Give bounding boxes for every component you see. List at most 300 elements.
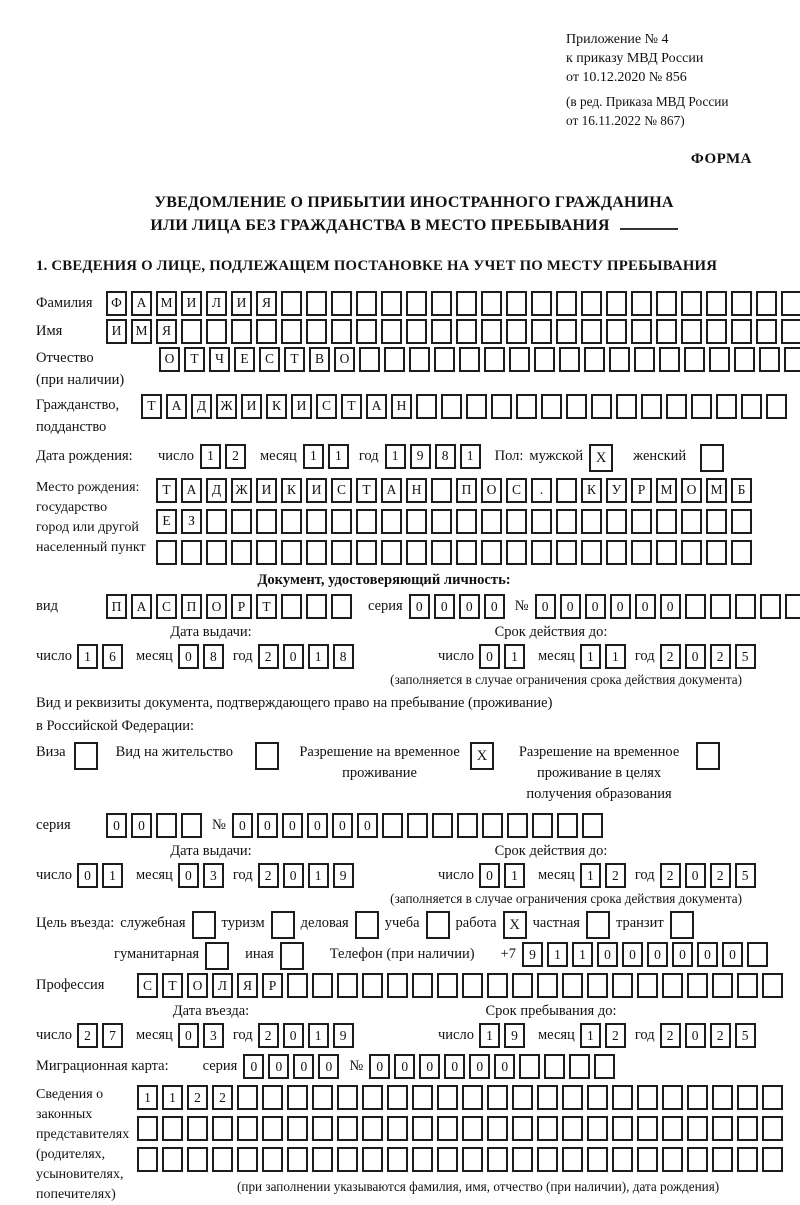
form-cell[interactable]: 0 [635, 594, 656, 619]
form-cell[interactable]: 9 [522, 942, 543, 967]
form-cell[interactable] [557, 813, 578, 838]
form-cell[interactable] [756, 319, 777, 344]
form-cell[interactable] [616, 394, 637, 419]
form-cell[interactable]: А [131, 594, 152, 619]
form-cell[interactable]: 2 [605, 1023, 626, 1048]
form-cell[interactable] [506, 509, 527, 534]
form-cell[interactable] [706, 509, 727, 534]
form-cell[interactable] [456, 291, 477, 316]
form-cell[interactable] [581, 319, 602, 344]
form-cell[interactable]: 0 [178, 1023, 199, 1048]
purpose-other-checkbox[interactable] [280, 942, 304, 970]
form-cell[interactable]: Р [631, 478, 652, 503]
option-temp-residence-checkbox[interactable]: X [470, 742, 494, 770]
form-cell[interactable] [531, 509, 552, 534]
form-cell[interactable]: 0 [672, 942, 693, 967]
form-cell[interactable]: 1 [77, 644, 98, 669]
form-cell[interactable]: М [656, 478, 677, 503]
form-cell[interactable] [331, 291, 352, 316]
form-cell[interactable] [306, 291, 327, 316]
form-cell[interactable] [606, 291, 627, 316]
sex-female-checkbox[interactable] [700, 444, 724, 472]
form-cell[interactable]: И [291, 394, 312, 419]
form-cell[interactable] [459, 347, 480, 372]
form-cell[interactable] [612, 1116, 633, 1141]
form-cell[interactable] [594, 1054, 615, 1079]
form-cell[interactable] [512, 1085, 533, 1110]
form-cell[interactable] [337, 1085, 358, 1110]
form-cell[interactable] [712, 973, 733, 998]
form-cell[interactable]: 0 [394, 1054, 415, 1079]
form-cell[interactable] [181, 813, 202, 838]
form-cell[interactable]: Р [262, 973, 283, 998]
form-cell[interactable] [281, 509, 302, 534]
form-cell[interactable] [156, 540, 177, 565]
form-cell[interactable]: 0 [444, 1054, 465, 1079]
form-cell[interactable] [537, 973, 558, 998]
form-cell[interactable] [287, 973, 308, 998]
form-cell[interactable] [337, 1147, 358, 1172]
form-cell[interactable]: А [181, 478, 202, 503]
form-cell[interactable]: А [381, 478, 402, 503]
form-cell[interactable] [637, 1147, 658, 1172]
form-cell[interactable]: 1 [504, 644, 525, 669]
form-cell[interactable]: 0 [685, 863, 706, 888]
form-cell[interactable] [582, 813, 603, 838]
form-cell[interactable] [362, 973, 383, 998]
form-cell[interactable] [362, 1116, 383, 1141]
form-cell[interactable]: Л [206, 291, 227, 316]
form-cell[interactable] [187, 1116, 208, 1141]
form-cell[interactable] [656, 509, 677, 534]
form-cell[interactable]: К [581, 478, 602, 503]
form-cell[interactable] [481, 509, 502, 534]
form-cell[interactable]: 2 [660, 644, 681, 669]
form-cell[interactable] [512, 973, 533, 998]
form-cell[interactable]: 1 [308, 1023, 329, 1048]
form-cell[interactable] [637, 973, 658, 998]
form-cell[interactable] [487, 1116, 508, 1141]
form-cell[interactable]: Т [256, 594, 277, 619]
form-cell[interactable] [606, 509, 627, 534]
purpose-business-checkbox[interactable] [355, 911, 379, 939]
form-cell[interactable] [412, 1147, 433, 1172]
form-cell[interactable] [712, 1116, 733, 1141]
form-cell[interactable] [306, 540, 327, 565]
form-cell[interactable]: 1 [308, 644, 329, 669]
form-cell[interactable] [731, 291, 752, 316]
form-cell[interactable]: 0 [332, 813, 353, 838]
form-cell[interactable] [562, 1147, 583, 1172]
form-cell[interactable]: Б [731, 478, 752, 503]
form-cell[interactable]: 5 [735, 644, 756, 669]
form-cell[interactable]: И [106, 319, 127, 344]
form-cell[interactable] [781, 319, 800, 344]
form-cell[interactable] [362, 1085, 383, 1110]
form-cell[interactable] [581, 540, 602, 565]
form-cell[interactable]: 2 [258, 1023, 279, 1048]
form-cell[interactable] [556, 540, 577, 565]
form-cell[interactable]: К [281, 478, 302, 503]
form-cell[interactable] [456, 540, 477, 565]
form-cell[interactable]: И [256, 478, 277, 503]
form-cell[interactable] [456, 509, 477, 534]
form-cell[interactable]: 0 [257, 813, 278, 838]
form-cell[interactable] [731, 509, 752, 534]
form-cell[interactable]: 2 [212, 1085, 233, 1110]
form-cell[interactable] [356, 319, 377, 344]
form-cell[interactable]: 1 [504, 863, 525, 888]
form-cell[interactable] [662, 973, 683, 998]
form-cell[interactable]: С [331, 478, 352, 503]
form-cell[interactable] [181, 319, 202, 344]
form-cell[interactable]: 1 [479, 1023, 500, 1048]
form-cell[interactable]: 5 [735, 1023, 756, 1048]
form-cell[interactable] [681, 291, 702, 316]
form-cell[interactable] [412, 1085, 433, 1110]
form-cell[interactable] [431, 291, 452, 316]
form-cell[interactable] [681, 509, 702, 534]
form-cell[interactable]: 0 [597, 942, 618, 967]
form-cell[interactable] [537, 1085, 558, 1110]
form-cell[interactable] [737, 1147, 758, 1172]
form-cell[interactable]: 1 [580, 863, 601, 888]
form-cell[interactable] [537, 1116, 558, 1141]
form-cell[interactable]: Ж [216, 394, 237, 419]
form-cell[interactable] [287, 1085, 308, 1110]
form-cell[interactable]: И [306, 478, 327, 503]
form-cell[interactable] [156, 813, 177, 838]
form-cell[interactable]: 0 [469, 1054, 490, 1079]
form-cell[interactable] [562, 1116, 583, 1141]
form-cell[interactable] [487, 1147, 508, 1172]
form-cell[interactable] [562, 973, 583, 998]
form-cell[interactable]: 1 [580, 1023, 601, 1048]
form-cell[interactable]: М [706, 478, 727, 503]
form-cell[interactable]: 1 [308, 863, 329, 888]
form-cell[interactable] [262, 1085, 283, 1110]
form-cell[interactable]: М [156, 291, 177, 316]
form-cell[interactable] [262, 1116, 283, 1141]
form-cell[interactable]: 0 [178, 863, 199, 888]
form-cell[interactable] [437, 1147, 458, 1172]
form-cell[interactable]: П [456, 478, 477, 503]
purpose-private-checkbox[interactable] [586, 911, 610, 939]
form-cell[interactable] [212, 1147, 233, 1172]
form-cell[interactable] [656, 319, 677, 344]
form-cell[interactable] [587, 1085, 608, 1110]
form-cell[interactable] [387, 973, 408, 998]
form-cell[interactable] [747, 942, 768, 967]
form-cell[interactable] [491, 394, 512, 419]
form-cell[interactable] [437, 1085, 458, 1110]
form-cell[interactable] [137, 1116, 158, 1141]
form-cell[interactable] [456, 319, 477, 344]
sex-male-checkbox[interactable]: X [589, 444, 613, 472]
form-cell[interactable]: 0 [697, 942, 718, 967]
form-cell[interactable]: Е [156, 509, 177, 534]
form-cell[interactable]: А [166, 394, 187, 419]
form-cell[interactable] [606, 319, 627, 344]
form-cell[interactable] [584, 347, 605, 372]
form-cell[interactable] [662, 1085, 683, 1110]
form-cell[interactable] [281, 594, 302, 619]
form-cell[interactable] [666, 394, 687, 419]
form-cell[interactable] [737, 973, 758, 998]
form-cell[interactable] [331, 594, 352, 619]
form-cell[interactable] [631, 540, 652, 565]
form-cell[interactable] [687, 1147, 708, 1172]
form-cell[interactable]: И [181, 291, 202, 316]
form-cell[interactable]: О [334, 347, 355, 372]
form-cell[interactable] [506, 319, 527, 344]
form-cell[interactable]: Р [231, 594, 252, 619]
form-cell[interactable]: 0 [232, 813, 253, 838]
purpose-humanitarian-checkbox[interactable] [205, 942, 229, 970]
form-cell[interactable]: 0 [660, 594, 681, 619]
form-cell[interactable]: 9 [504, 1023, 525, 1048]
form-cell[interactable] [556, 291, 577, 316]
form-cell[interactable] [487, 973, 508, 998]
form-cell[interactable] [381, 291, 402, 316]
form-cell[interactable] [706, 291, 727, 316]
form-cell[interactable]: 3 [203, 1023, 224, 1048]
form-cell[interactable]: У [606, 478, 627, 503]
form-cell[interactable]: 0 [282, 813, 303, 838]
form-cell[interactable]: 0 [409, 594, 430, 619]
form-cell[interactable] [712, 1147, 733, 1172]
form-cell[interactable] [337, 1116, 358, 1141]
form-cell[interactable]: 2 [77, 1023, 98, 1048]
form-cell[interactable] [406, 509, 427, 534]
form-cell[interactable]: 0 [685, 1023, 706, 1048]
option-visa-checkbox[interactable] [74, 742, 98, 770]
purpose-transit-checkbox[interactable] [670, 911, 694, 939]
form-cell[interactable]: А [131, 291, 152, 316]
form-cell[interactable] [556, 478, 577, 503]
form-cell[interactable]: 5 [735, 863, 756, 888]
form-cell[interactable]: 1 [303, 444, 324, 469]
form-cell[interactable]: 0 [685, 644, 706, 669]
form-cell[interactable]: 1 [137, 1085, 158, 1110]
form-cell[interactable] [684, 347, 705, 372]
form-cell[interactable] [681, 319, 702, 344]
form-cell[interactable] [484, 347, 505, 372]
form-cell[interactable] [457, 813, 478, 838]
form-cell[interactable] [281, 540, 302, 565]
form-cell[interactable] [237, 1147, 258, 1172]
form-cell[interactable] [381, 319, 402, 344]
form-cell[interactable]: Я [156, 319, 177, 344]
form-cell[interactable]: 0 [369, 1054, 390, 1079]
form-cell[interactable]: С [316, 394, 337, 419]
form-cell[interactable] [662, 1116, 683, 1141]
form-cell[interactable]: 1 [460, 444, 481, 469]
form-cell[interactable] [687, 1116, 708, 1141]
form-cell[interactable] [206, 319, 227, 344]
form-cell[interactable]: 0 [243, 1054, 264, 1079]
form-cell[interactable]: 0 [268, 1054, 289, 1079]
form-cell[interactable] [531, 319, 552, 344]
form-cell[interactable]: П [106, 594, 127, 619]
form-cell[interactable] [384, 347, 405, 372]
form-cell[interactable] [312, 973, 333, 998]
form-cell[interactable] [356, 291, 377, 316]
form-cell[interactable]: 2 [258, 644, 279, 669]
form-cell[interactable]: 8 [435, 444, 456, 469]
form-cell[interactable] [434, 347, 455, 372]
form-cell[interactable]: 0 [647, 942, 668, 967]
form-cell[interactable] [512, 1147, 533, 1172]
form-cell[interactable]: Т [184, 347, 205, 372]
form-cell[interactable] [462, 973, 483, 998]
form-cell[interactable] [785, 594, 800, 619]
form-cell[interactable] [519, 1054, 540, 1079]
form-cell[interactable] [687, 1085, 708, 1110]
form-cell[interactable] [587, 1116, 608, 1141]
form-cell[interactable] [306, 509, 327, 534]
form-cell[interactable] [760, 594, 781, 619]
form-cell[interactable]: 1 [385, 444, 406, 469]
form-cell[interactable] [612, 1085, 633, 1110]
form-cell[interactable] [306, 319, 327, 344]
form-cell[interactable]: П [181, 594, 202, 619]
form-cell[interactable] [331, 319, 352, 344]
form-cell[interactable] [734, 347, 755, 372]
form-cell[interactable] [637, 1085, 658, 1110]
form-cell[interactable] [262, 1147, 283, 1172]
form-cell[interactable] [437, 973, 458, 998]
form-cell[interactable] [212, 1116, 233, 1141]
form-cell[interactable] [631, 319, 652, 344]
form-cell[interactable] [641, 394, 662, 419]
form-cell[interactable] [162, 1147, 183, 1172]
form-cell[interactable] [762, 1116, 783, 1141]
form-cell[interactable] [381, 540, 402, 565]
option-residence-permit-checkbox[interactable] [255, 742, 279, 770]
form-cell[interactable] [544, 1054, 565, 1079]
form-cell[interactable] [462, 1085, 483, 1110]
form-cell[interactable]: 1 [547, 942, 568, 967]
form-cell[interactable]: 0 [283, 1023, 304, 1048]
form-cell[interactable] [256, 540, 277, 565]
form-cell[interactable] [706, 319, 727, 344]
form-cell[interactable] [437, 1116, 458, 1141]
form-cell[interactable] [137, 1147, 158, 1172]
form-cell[interactable] [637, 1116, 658, 1141]
form-cell[interactable] [231, 509, 252, 534]
form-cell[interactable] [784, 347, 800, 372]
form-cell[interactable] [566, 394, 587, 419]
form-cell[interactable] [407, 813, 428, 838]
form-cell[interactable] [387, 1147, 408, 1172]
form-cell[interactable]: 1 [200, 444, 221, 469]
form-cell[interactable] [406, 291, 427, 316]
form-cell[interactable]: Т [356, 478, 377, 503]
form-cell[interactable] [587, 973, 608, 998]
form-cell[interactable]: О [159, 347, 180, 372]
form-cell[interactable] [406, 319, 427, 344]
form-cell[interactable]: Л [212, 973, 233, 998]
form-cell[interactable] [312, 1085, 333, 1110]
form-cell[interactable]: 1 [580, 644, 601, 669]
form-cell[interactable] [412, 973, 433, 998]
form-cell[interactable]: Т [284, 347, 305, 372]
purpose-official-checkbox[interactable] [192, 911, 216, 939]
form-cell[interactable] [531, 291, 552, 316]
form-cell[interactable]: Т [341, 394, 362, 419]
purpose-tourism-checkbox[interactable] [271, 911, 295, 939]
form-cell[interactable]: И [231, 291, 252, 316]
form-cell[interactable]: 1 [102, 863, 123, 888]
form-cell[interactable] [537, 1147, 558, 1172]
form-cell[interactable]: 1 [572, 942, 593, 967]
form-cell[interactable] [206, 540, 227, 565]
form-cell[interactable] [781, 291, 800, 316]
form-cell[interactable]: Т [141, 394, 162, 419]
form-cell[interactable] [431, 478, 452, 503]
form-cell[interactable]: С [156, 594, 177, 619]
form-cell[interactable] [287, 1116, 308, 1141]
form-cell[interactable] [710, 594, 731, 619]
form-cell[interactable] [181, 540, 202, 565]
purpose-study-checkbox[interactable] [426, 911, 450, 939]
form-cell[interactable] [656, 540, 677, 565]
form-cell[interactable] [612, 973, 633, 998]
form-cell[interactable]: Д [206, 478, 227, 503]
form-cell[interactable]: С [137, 973, 158, 998]
form-cell[interactable] [662, 1147, 683, 1172]
form-cell[interactable] [312, 1116, 333, 1141]
form-cell[interactable] [237, 1085, 258, 1110]
form-cell[interactable]: К [266, 394, 287, 419]
form-cell[interactable] [431, 540, 452, 565]
form-cell[interactable] [609, 347, 630, 372]
form-cell[interactable]: 0 [610, 594, 631, 619]
form-cell[interactable] [731, 540, 752, 565]
form-cell[interactable]: 0 [459, 594, 480, 619]
form-cell[interactable]: 2 [225, 444, 246, 469]
form-cell[interactable]: Е [234, 347, 255, 372]
form-cell[interactable]: О [206, 594, 227, 619]
form-cell[interactable] [569, 1054, 590, 1079]
form-cell[interactable] [409, 347, 430, 372]
form-cell[interactable] [706, 540, 727, 565]
form-cell[interactable]: 0 [434, 594, 455, 619]
form-cell[interactable] [612, 1147, 633, 1172]
form-cell[interactable]: 0 [307, 813, 328, 838]
form-cell[interactable] [441, 394, 462, 419]
form-cell[interactable] [387, 1085, 408, 1110]
form-cell[interactable] [606, 540, 627, 565]
form-cell[interactable] [506, 540, 527, 565]
form-cell[interactable]: 9 [333, 863, 354, 888]
form-cell[interactable] [685, 594, 706, 619]
form-cell[interactable] [356, 540, 377, 565]
form-cell[interactable] [387, 1116, 408, 1141]
form-cell[interactable] [766, 394, 787, 419]
form-cell[interactable]: 0 [178, 644, 199, 669]
form-cell[interactable] [431, 319, 452, 344]
form-cell[interactable]: Ч [209, 347, 230, 372]
form-cell[interactable]: 2 [710, 863, 731, 888]
form-cell[interactable]: О [481, 478, 502, 503]
form-cell[interactable]: 0 [131, 813, 152, 838]
form-cell[interactable]: Н [406, 478, 427, 503]
form-cell[interactable]: 1 [328, 444, 349, 469]
form-cell[interactable]: Т [162, 973, 183, 998]
form-cell[interactable]: А [366, 394, 387, 419]
